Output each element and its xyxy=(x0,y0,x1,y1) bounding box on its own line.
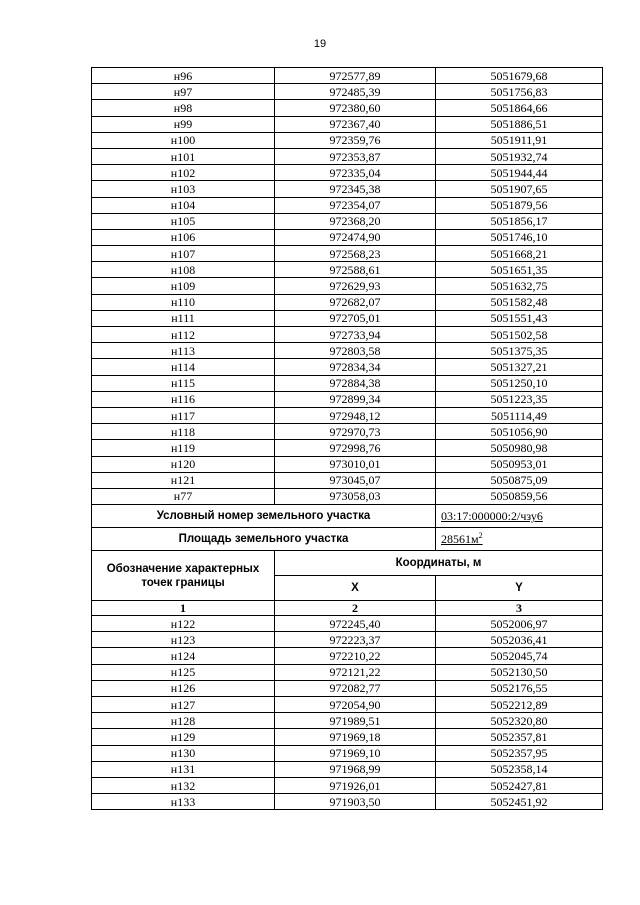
x-coordinate-cell: 972345,38 xyxy=(275,181,436,197)
point-id-cell: н109 xyxy=(92,278,275,294)
point-id-cell: н125 xyxy=(92,664,275,680)
parcel-area-cell xyxy=(436,528,603,551)
section1-body xyxy=(92,68,603,505)
point-id-cell: н129 xyxy=(92,729,275,745)
table-row xyxy=(92,100,603,116)
x-coordinate-cell: 972485,39 xyxy=(275,84,436,100)
point-id-cell: н97 xyxy=(92,84,275,100)
table-row xyxy=(92,165,603,181)
x-coordinate-cell: 971968,99 xyxy=(275,761,436,777)
y-coordinate-cell: 5051056,90 xyxy=(436,424,603,440)
x-coordinate-cell: 973045,07 xyxy=(275,472,436,488)
y-coordinate-cell: 5051582,48 xyxy=(436,294,603,310)
x-coordinate-cell: 971969,18 xyxy=(275,729,436,745)
y-coordinate-cell: 5051679,68 xyxy=(436,68,603,84)
y-coordinate-cell: 5051114,49 xyxy=(436,407,603,423)
table-row xyxy=(92,745,603,761)
x-coordinate-cell: 971903,50 xyxy=(275,794,436,810)
x-coordinate-cell: 972899,34 xyxy=(275,391,436,407)
x-coordinate-cell: 972245,40 xyxy=(275,616,436,632)
x-coordinate-cell: 972682,07 xyxy=(275,294,436,310)
x-coordinate-cell: 972367,40 xyxy=(275,116,436,132)
table-row xyxy=(92,632,603,648)
y-coordinate-cell: 5051551,43 xyxy=(436,310,603,326)
point-id-cell: н133 xyxy=(92,794,275,810)
point-id-cell: н106 xyxy=(92,229,275,245)
point-id-cell: н124 xyxy=(92,648,275,664)
table-row xyxy=(92,116,603,132)
y-coordinate-cell: 5051886,51 xyxy=(436,116,603,132)
table-row xyxy=(92,407,603,423)
y-coordinate-cell: 5051632,75 xyxy=(436,278,603,294)
table-row xyxy=(92,246,603,262)
table-row xyxy=(92,761,603,777)
header-x-column: X xyxy=(275,576,436,601)
y-coordinate-cell: 5051502,58 xyxy=(436,327,603,343)
y-coordinate-cell: 5051944,44 xyxy=(436,165,603,181)
x-coordinate-cell: 972629,93 xyxy=(275,278,436,294)
parcel-area-label: Площадь земельного участка xyxy=(92,528,436,551)
point-id-cell: н117 xyxy=(92,407,275,423)
point-id-cell: н101 xyxy=(92,148,275,164)
point-id-cell: н123 xyxy=(92,632,275,648)
table-row xyxy=(92,310,603,326)
x-coordinate-cell: 973058,03 xyxy=(275,488,436,504)
table-row xyxy=(92,132,603,148)
x-coordinate-cell: 972054,90 xyxy=(275,697,436,713)
point-id-cell: н112 xyxy=(92,327,275,343)
x-coordinate-cell: 971989,51 xyxy=(275,713,436,729)
point-id-cell: н77 xyxy=(92,488,275,504)
table-row xyxy=(92,278,603,294)
x-coordinate-cell: 972368,20 xyxy=(275,213,436,229)
parcel-number-row xyxy=(92,505,603,528)
table-row xyxy=(92,68,603,84)
x-coordinate-cell: 972733,94 xyxy=(275,327,436,343)
point-id-cell: н96 xyxy=(92,68,275,84)
page-number: 19 xyxy=(313,38,327,50)
x-coordinate-cell: 972834,34 xyxy=(275,359,436,375)
point-id-cell: н121 xyxy=(92,472,275,488)
point-id-cell: н99 xyxy=(92,116,275,132)
column-number-2: 2 xyxy=(275,601,436,616)
x-coordinate-cell: 972970,73 xyxy=(275,424,436,440)
point-id-cell: н104 xyxy=(92,197,275,213)
point-id-cell: н115 xyxy=(92,375,275,391)
column-number-3: 3 xyxy=(436,601,603,616)
point-id-cell: н102 xyxy=(92,165,275,181)
table-row xyxy=(92,664,603,680)
y-coordinate-cell: 5052006,97 xyxy=(436,616,603,632)
point-id-cell: н120 xyxy=(92,456,275,472)
parcel-number-value: 03:17:000000:2/чзу6 xyxy=(436,505,603,528)
parcel-area-row xyxy=(92,528,603,551)
x-coordinate-cell: 972380,60 xyxy=(275,100,436,116)
header-coords-column: Координаты, м xyxy=(275,551,603,576)
x-coordinate-cell: 972705,01 xyxy=(275,310,436,326)
x-coordinate-cell: 972803,58 xyxy=(275,343,436,359)
y-coordinate-cell: 5052212,89 xyxy=(436,697,603,713)
point-id-cell: н131 xyxy=(92,761,275,777)
table-row xyxy=(92,197,603,213)
y-coordinate-cell: 5052357,95 xyxy=(436,745,603,761)
x-coordinate-cell: 972359,76 xyxy=(275,132,436,148)
x-coordinate-cell: 972948,12 xyxy=(275,407,436,423)
table-row xyxy=(92,697,603,713)
y-coordinate-cell: 5052045,74 xyxy=(436,648,603,664)
x-coordinate-cell: 973010,01 xyxy=(275,456,436,472)
y-coordinate-cell: 5050953,01 xyxy=(436,456,603,472)
table-row xyxy=(92,680,603,696)
point-id-cell: н116 xyxy=(92,391,275,407)
column-number-row xyxy=(92,601,603,616)
table-row xyxy=(92,424,603,440)
header-y-column: Y xyxy=(436,576,603,601)
table-row xyxy=(92,181,603,197)
table-row xyxy=(92,375,603,391)
table-row xyxy=(92,84,603,100)
x-coordinate-cell: 971926,01 xyxy=(275,777,436,793)
x-coordinate-cell: 972354,07 xyxy=(275,197,436,213)
table-row xyxy=(92,472,603,488)
parcel-info xyxy=(92,505,603,616)
x-coordinate-cell: 972121,22 xyxy=(275,664,436,680)
y-coordinate-cell: 5050875,09 xyxy=(436,472,603,488)
header-row-1 xyxy=(92,551,603,576)
point-id-cell: н108 xyxy=(92,262,275,278)
point-id-cell: н114 xyxy=(92,359,275,375)
x-coordinate-cell: 972568,23 xyxy=(275,246,436,262)
table-row xyxy=(92,794,603,810)
y-coordinate-cell: 5051250,10 xyxy=(436,375,603,391)
table-row xyxy=(92,440,603,456)
table-row xyxy=(92,359,603,375)
x-coordinate-cell: 972588,61 xyxy=(275,262,436,278)
table-row xyxy=(92,294,603,310)
y-coordinate-cell: 5051756,83 xyxy=(436,84,603,100)
table-row xyxy=(92,456,603,472)
parcel-area-value: 28561м xyxy=(441,532,479,547)
point-id-cell: н98 xyxy=(92,100,275,116)
y-coordinate-cell: 5051856,17 xyxy=(436,213,603,229)
x-coordinate-cell: 971969,10 xyxy=(275,745,436,761)
point-id-cell: н105 xyxy=(92,213,275,229)
y-coordinate-cell: 5051223,35 xyxy=(436,391,603,407)
y-coordinate-cell: 5050859,56 xyxy=(436,488,603,504)
point-id-cell: н126 xyxy=(92,680,275,696)
point-id-cell: н118 xyxy=(92,424,275,440)
y-coordinate-cell: 5052427,81 xyxy=(436,777,603,793)
y-coordinate-cell: 5052036,41 xyxy=(436,632,603,648)
point-id-cell: н113 xyxy=(92,343,275,359)
y-coordinate-cell: 5051879,56 xyxy=(436,197,603,213)
x-coordinate-cell: 972335,04 xyxy=(275,165,436,181)
coordinates-table xyxy=(91,67,603,810)
x-coordinate-cell: 972082,77 xyxy=(275,680,436,696)
y-coordinate-cell: 5051907,65 xyxy=(436,181,603,197)
section2-body xyxy=(92,616,603,810)
y-coordinate-cell: 5052320,80 xyxy=(436,713,603,729)
y-coordinate-cell: 5051911,91 xyxy=(436,132,603,148)
y-coordinate-cell: 5051651,35 xyxy=(436,262,603,278)
point-id-cell: н130 xyxy=(92,745,275,761)
y-coordinate-cell: 5051932,74 xyxy=(436,148,603,164)
y-coordinate-cell: 5051668,21 xyxy=(436,246,603,262)
x-coordinate-cell: 972353,87 xyxy=(275,148,436,164)
point-id-cell: н103 xyxy=(92,181,275,197)
x-coordinate-cell: 972474,90 xyxy=(275,229,436,245)
point-id-cell: н107 xyxy=(92,246,275,262)
table-row xyxy=(92,327,603,343)
point-id-cell: н110 xyxy=(92,294,275,310)
point-id-cell: н119 xyxy=(92,440,275,456)
parcel-area-unit-sup: 2 xyxy=(478,531,483,541)
header-point-column: Обозначение характерных точек границы xyxy=(92,551,275,601)
table-row xyxy=(92,213,603,229)
y-coordinate-cell: 5052451,92 xyxy=(436,794,603,810)
x-coordinate-cell: 972210,22 xyxy=(275,648,436,664)
point-id-cell: н100 xyxy=(92,132,275,148)
y-coordinate-cell: 5051864,66 xyxy=(436,100,603,116)
table-row xyxy=(92,148,603,164)
x-coordinate-cell: 972998,76 xyxy=(275,440,436,456)
table-row xyxy=(92,713,603,729)
point-id-cell: н111 xyxy=(92,310,275,326)
y-coordinate-cell: 5052176,55 xyxy=(436,680,603,696)
parcel-number-label: Условный номер земельного участка xyxy=(92,505,436,528)
point-id-cell: н132 xyxy=(92,777,275,793)
table-row xyxy=(92,729,603,745)
table-row xyxy=(92,229,603,245)
y-coordinate-cell: 5051327,21 xyxy=(436,359,603,375)
y-coordinate-cell: 5051375,35 xyxy=(436,343,603,359)
point-id-cell: н122 xyxy=(92,616,275,632)
table-row xyxy=(92,648,603,664)
y-coordinate-cell: 5051746,10 xyxy=(436,229,603,245)
point-id-cell: н127 xyxy=(92,697,275,713)
y-coordinate-cell: 5050980,98 xyxy=(436,440,603,456)
table-row xyxy=(92,616,603,632)
table-row xyxy=(92,343,603,359)
table-row xyxy=(92,262,603,278)
y-coordinate-cell: 5052358,14 xyxy=(436,761,603,777)
table-row xyxy=(92,777,603,793)
x-coordinate-cell: 972884,38 xyxy=(275,375,436,391)
y-coordinate-cell: 5052357,81 xyxy=(436,729,603,745)
y-coordinate-cell: 5052130,50 xyxy=(436,664,603,680)
x-coordinate-cell: 972577,89 xyxy=(275,68,436,84)
point-id-cell: н128 xyxy=(92,713,275,729)
table-row xyxy=(92,391,603,407)
table-row xyxy=(92,488,603,504)
column-number-1: 1 xyxy=(92,601,275,616)
x-coordinate-cell: 972223,37 xyxy=(275,632,436,648)
